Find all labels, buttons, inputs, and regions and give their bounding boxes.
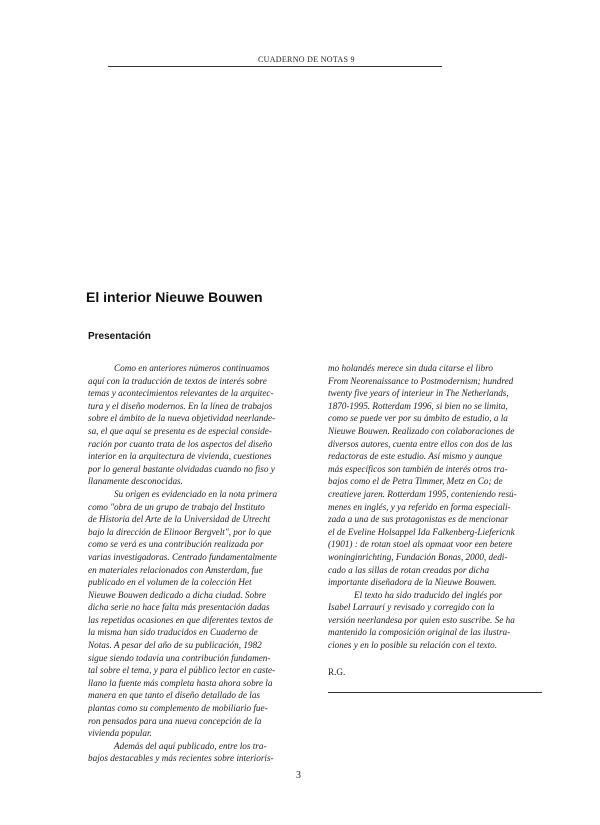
page-number: 3 (296, 770, 301, 781)
text-line: más específicos son también de interés otros tra- (328, 463, 508, 474)
running-head: CUADERNO DE NOTAS 9 (258, 55, 355, 64)
text-line: bajos como el de Petra Timmer, Metz en Co; de (328, 476, 503, 487)
text-line: la misma han sido traducidos en Cuaderno de (88, 627, 258, 638)
text-line: como se puede ver por su ámbito de estudio, a la (328, 413, 508, 424)
text-line: Su origen es evidenciado en la nota primera (114, 488, 278, 499)
text-line: Como en anteriores números continuamos (114, 363, 270, 373)
text-line: por lo general bastante olvidadas cuando no fiso y (88, 463, 275, 474)
article-title: El interior Nieuwe Bouwen (86, 289, 263, 305)
text-line: Isabel Larraurí y revisado y corregido con la (328, 602, 495, 613)
text-line: tal sobre el tema, y para el público lector en caste- (88, 665, 276, 676)
text-line: zada a una de sus protagonistas es de mencionar (328, 514, 509, 525)
text-line: manera en que tanto el diseño detallado de las (88, 690, 260, 701)
text-line: ración por cuanto trata de los aspectos del diseño (88, 438, 273, 449)
text-line: como se verá es una contribución realizada por (88, 539, 264, 550)
text-line: versión neerlandesa por quien esto suscribe. Se ha (328, 614, 515, 625)
text-line: el de Eveline Holsappel Ida Falkenberg-Liefericnk (328, 526, 515, 537)
text-line: interior en la arquitectura de vivienda, cuestiones (88, 451, 272, 462)
text-line: vivienda popular. (88, 728, 152, 739)
section-heading: Presentación (88, 331, 151, 342)
text-line: sobre el ámbito de la nueva objetividad neerlande- (88, 413, 276, 424)
text-line: bajo la dirección de Elinoor Bergvelt", por lo que (88, 526, 272, 537)
text-line: From Neorenaissance to Postmodernism; hundred (328, 375, 514, 386)
text-line: ciones y en lo posible su relación con el texto. (328, 640, 498, 651)
text-line: plantas como su complemento de mobiliario fue- (88, 703, 268, 714)
paragraph-translation (328, 589, 542, 652)
column-right (328, 362, 542, 693)
text-line: importante diseñadora de la Nieuwe Bouwen. (328, 577, 497, 588)
header-rule (108, 66, 442, 67)
text-line: (1901) : de rotan stoel als opmaat voor een betere (328, 539, 513, 550)
text-line: llano la fuente más completa hasta ahora sobre la (88, 677, 273, 688)
text-line: bajos destacables y más recientes sobre interioris- (88, 753, 274, 764)
text-line: en materiales relacionados con Amsterdam, fue (88, 564, 263, 575)
paragraph-other-works (88, 740, 303, 765)
text-line: diversos autores, cuenta entre ellos con dos de las (328, 438, 513, 449)
text-line: dicha serie no hace falta más presentación dadas (88, 602, 270, 613)
paragraph-bibliography (328, 362, 542, 589)
author-signature: R.G. (328, 666, 346, 677)
text-line: Notas. A pesar del año de su publicación, 1982 (88, 640, 262, 651)
text-line: llanamente desconocidas. (88, 476, 183, 487)
text-line: woninginrichting, Fundación Bonas, 2000, dedi- (328, 551, 508, 562)
text-line: tura y el diseño modernos. En la línea de trabajos (88, 400, 273, 411)
text-line: sa, el que aquí se presenta es de especial conside- (88, 425, 272, 436)
text-line: temas y acontecimientos relevantes de la arquitec- (88, 388, 274, 399)
text-line: de Historia del Arte de la Universidad de Utrecht (88, 514, 271, 525)
text-line: cado a las sillas de rotan creadas por dicha (328, 564, 490, 575)
text-line: 1870-1995. Rotterdam 1996, si bien no se limita, (328, 400, 508, 411)
text-line: Nieuwe Bouwen. Realizado con colaboraciones de (328, 425, 515, 436)
paragraph-intro (88, 362, 303, 488)
text-line: sigue siendo todavía una contribución fundamen- (88, 652, 271, 663)
column-left (88, 362, 303, 765)
end-rule (328, 692, 542, 693)
text-line: Además del aquí publicado, entre los tra- (114, 740, 267, 751)
text-line: mantenido la composición original de las ilustra- (328, 627, 511, 638)
text-line: aquí con la traducción de textos de interés sobre (88, 375, 267, 386)
text-line: como "obra de un grupo de trabajo del Instituto (88, 501, 265, 512)
text-line: las repetidas ocasiones en que diferentes textos de (88, 614, 273, 625)
text-line: menes en inglés, y ya referido en forma especiali- (328, 501, 511, 512)
text-line: Nieuwe Bouwen dedicado a dicha ciudad. Sobre (88, 589, 267, 600)
text-line: publicado en el volumen de la colección Het (88, 577, 252, 588)
text-line: El texto ha sido traducido del inglés por (354, 589, 503, 600)
text-line: redactoras de este estudio. Así mismo y aunque (328, 451, 503, 462)
paragraph-origin (88, 488, 303, 740)
text-line: creatieve jaren. Rotterdam 1995, conteniendo resú- (328, 488, 517, 499)
text-line: twenty five years of interieur in The Netherlands, (328, 388, 509, 399)
text-line: mo holandés merece sin duda citarse el libro (328, 363, 493, 373)
text-line: ron pensados para una nueva concepción de la (88, 715, 262, 726)
text-line: varias investigadoras. Centrado fundamentalmente (88, 551, 277, 562)
